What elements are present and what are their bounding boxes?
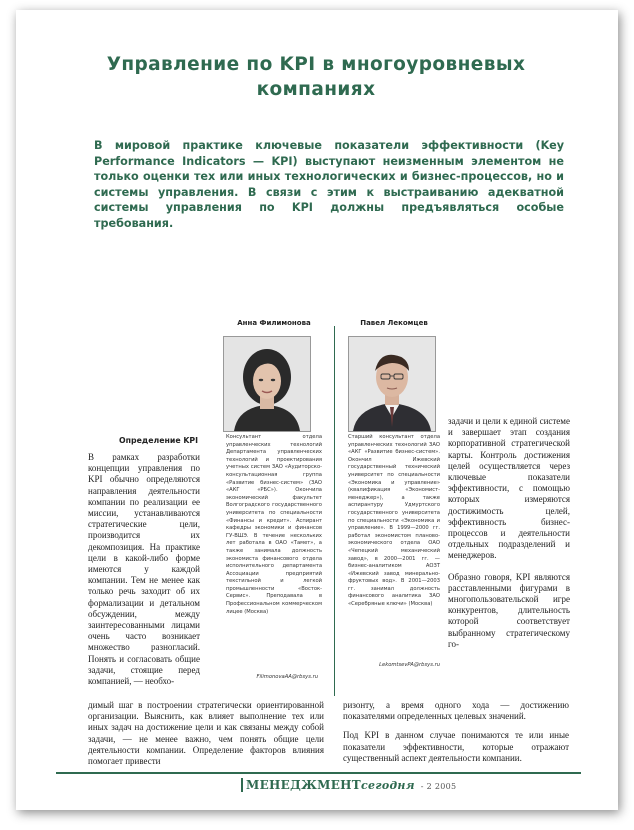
author-photo-1 [223, 336, 311, 432]
body-paragraph: Образно говоря, KPI являются расставленными фигурами в многопользовательской игре конкурентов, длительность которой соответствует выбранному стратегическому го- [448, 571, 570, 649]
footer-masthead [246, 778, 456, 792]
author-bio-2: Старший консультант отдела управленческих технологий ЗАО «АКГ «Развитие бизнес-систем». Окончил Ижевский государственный технический университет по специальности «Экономика и управление» (квалификация «Экономист-менеджер»), а также аспирантуру Удмуртского государственного университета по специальности «Экономика и управление». В 1999—2000 гг. работал экономистом планово-экономического отдела ОАО «Чепецкий механический завод», в 2000—2001 гг. — бизнес-аналитиком АОЗТ «Ижевский завод минерально-фруктовых вод». В 2001—2003 гг. занимал должность финансового аналитика ЗАО «Серебряные ключи» (Москва) [348, 434, 440, 608]
footer-bar [241, 778, 243, 792]
body-column-3 [448, 416, 570, 650]
footer-issue: - 2 2005 [420, 782, 457, 791]
author-divider [334, 326, 335, 696]
body-column-2 [343, 700, 569, 764]
document-page [16, 10, 618, 810]
body-paragraph: димый шаг в построении стратегически ориентированной организации. Выяснить, как влияет выполнение тех или иных задач на достижение цели и как связаны между собой задачи, — не менее важно, чем понять общие цели деятельности компании. Определение факторов влияния помогает привести [88, 700, 324, 767]
article-title: Управление по KPI в многоуровневых компаниях [106, 54, 526, 100]
portrait-man-icon [349, 337, 435, 431]
body-paragraph: В рамках разработки концепции управления по KPI обычно определяются направления деятельности компании по реализации ее миссии, устанавливаются стратегические цели, производится их декомпозиция. На практике цели в какой-либо форме имеются у каждой компании. Тем не менее как только речь заходит об их формализации и детальном обсуждении, между заинтересованными лицами очень часто возникает множество разногласий. Понять и согласовать общие задачи, стоящие перед компанией, — необхо- [88, 452, 200, 687]
body-paragraph: задачи и цели к единой системе и завершает этап создания корпоративной стратегической карты. Контроль достижения целей осуществляется через ключевые показатели эффективности, с помощью которых измеряются достижимость целей, эффективность бизнес-процессов и деятельности отдельных подразделений и менеджеров. [448, 416, 570, 561]
author-name-2: Павел Лекомцев [360, 319, 428, 327]
body-paragraph: Под KPI в данном случае понимаются те или иные показатели эффективности, которые отражают существенный аспект деятельности компании. [343, 730, 569, 763]
section-heading: Определение KPI [119, 436, 198, 445]
author-email-2: LekomtsevPA@rbsys.ru [379, 662, 440, 668]
portrait-woman-icon [224, 337, 310, 431]
article-lead: В мировой практике ключевые показатели эффективности (Key Performance Indicators — KPI) выступают неизменным элементом не только оценки тех или иных технологических и бизнес-процессов, но и системы управления. В связи с этим к выстраиванию адекватной системы управления по KPI должны предъявляться особые требования. [94, 139, 564, 230]
author-email-1: FilimonovaAA@rbsys.ru [256, 674, 318, 680]
body-paragraph: ризонту, а время одного хода — достижению показателями определенных целевых значений. [343, 700, 569, 722]
footer-rule [56, 772, 581, 774]
footer-brand: МЕНЕДЖМЕНТ [246, 778, 362, 792]
body-column-1 [88, 452, 200, 687]
author-bio-1: Консультант отдела управленческих технологий Департамента управленческих технологий и проектирования учетных систем ЗАО «Аудиторско-консультационная группа «Развитие бизнес-систем» (ЗАО «АКГ «РБС»). Окончила экономический факультет Волгоградского государственного университета по специальности «Финансы и кредит». Аспирант кафедры экономики и финансов ГУ-ВШЭ. В течение нескольких лет работала в ОАО «Тамет», а также занимала должность экономиста финансового отдела исполнительного департамента Ассоциации предприятий текстильной и легкой промышленности «Восток-Сервис». Преподавала в Профессиональном коммерческом лицее (Москва) [226, 434, 322, 615]
author-name-1: Анна Филимонова [237, 319, 311, 327]
author-photo-2 [348, 336, 436, 432]
footer-brand-italic: сегодня [361, 779, 415, 792]
body-continuation [88, 700, 324, 767]
